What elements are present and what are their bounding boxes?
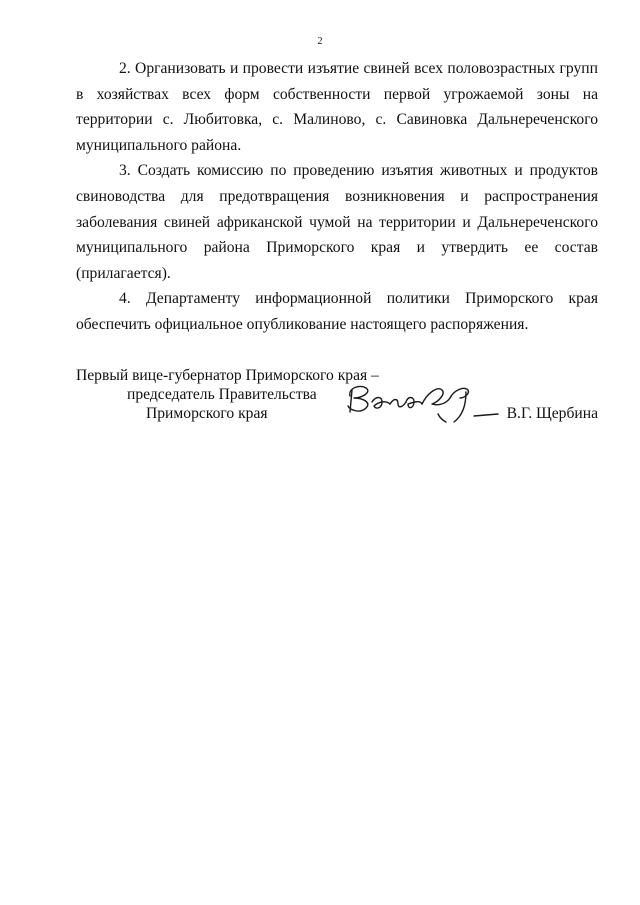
paragraph-2: 2. Организовать и провести изъятие свиней всех половозрастных групп в хозяйствах всех форм собственности первой угрожаемой зоны на территории с. Любитовка, с. Малиново, с. Савиновка Дальнереченского муниципального района. <box>76 60 598 154</box>
handwritten-signature <box>342 376 532 428</box>
paragraph-4: 4. Департаменту информационной политики Приморского края обеспечить официальное опубликование настоящего распоряжения. <box>76 290 598 333</box>
signatory-title-line1: Первый вице-губернатор Приморского края – <box>76 367 379 384</box>
signature-block <box>76 366 598 446</box>
document-body <box>76 56 598 338</box>
paragraph-3: 3. Создать комиссию по проведению изъятия животных и продуктов свиноводства для предотвращения возникновения и распространения заболевания свиней африканской чумой на территории и Дальнереченского муниципального района Приморского края и утвердить ее состав (прилагается). <box>76 162 598 282</box>
page-number: 2 <box>317 36 323 47</box>
signatory-name: В.Г. Щербина <box>506 405 598 422</box>
signatory-title-line3: Приморского края <box>146 405 268 422</box>
signatory-title-line2: председатель Правительства <box>127 386 317 403</box>
